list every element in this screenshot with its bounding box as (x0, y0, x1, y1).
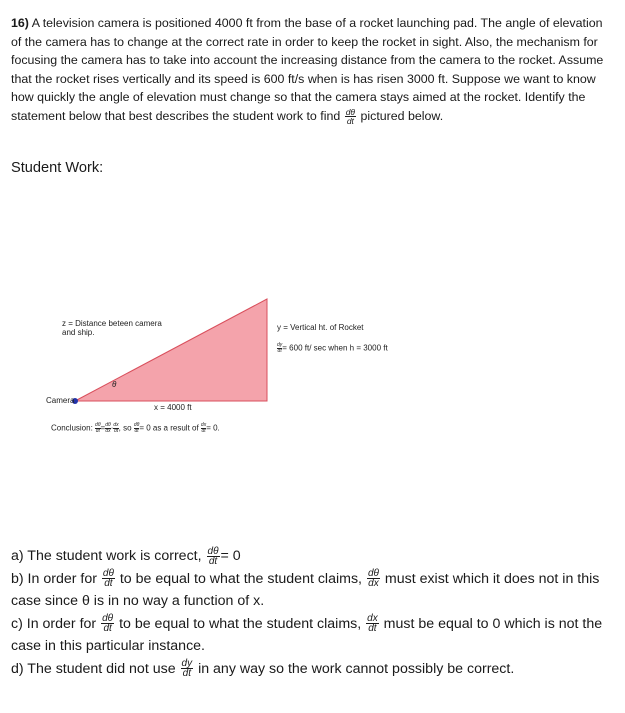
x-label: x = 4000 ft (154, 403, 192, 412)
choice-b[interactable]: b) In order for $\frac{d\theta}{dt}$ to be equal to what the student claims, $\frac{d\theta}{dx}$ must exist which it does not in this case since θ is in no way a function of x. (11, 568, 600, 609)
choice-d[interactable]: d) The student did not use $\frac{dy}{dt}$ in any way so the work cannot possibly be correct. (11, 658, 515, 680)
student-work-diagram (40, 290, 420, 450)
student-work-heading: Student Work: (11, 160, 104, 176)
question-text (11, 14, 611, 126)
camera-label: Camera (46, 396, 75, 405)
choice-a[interactable]: a) The student work is correct, $\frac{d\theta}{dt}$ = 0 (11, 545, 241, 567)
y-label: y = Vertical ht. of Rocket (277, 323, 364, 332)
question-end: pictured below. (360, 108, 444, 123)
question-number: 16) (11, 16, 29, 30)
conclusion: Conclusion: $\frac{d\theta}{dt}$ = $\frac{d\theta}{dx}$ · $\frac{dx}{dt}$ , so $\frac{d\theta}{dt}$ = 0 as a result of $\frac{dx}{dt}$ = 0. (51, 422, 220, 434)
rate-label: $\frac{dy}{dt}$ = 600 ft/ sec when h = 3000 ft (277, 342, 388, 354)
answer-choices (11, 545, 611, 680)
dtheta-dt-fraction: $\frac{d\theta}{dt}$ (345, 107, 356, 127)
right-triangle (75, 299, 267, 401)
theta-label: θ (112, 380, 117, 389)
choice-c[interactable]: c) In order for $\frac{d\theta}{dt}$ to be equal to what the student claims, $\frac{dx}{dt}$ must be equal to 0 which is not the case in this particular instance. (11, 613, 603, 654)
question-body: A television camera is positioned 4000 ft from the base of a rocket launching pad. The angle of elevation of the camera has to change at the correct rate in order to keep the rocket in sight. Also, the mechanism for focusing the camera has to take into account the increasing distance from the camera to the rocket. Assume that the rocket rises vertically and its speed is 600 ft/s when is has risen 3000 ft. Suppose we want to know how quickly the angle of elevation must change so that the camera stays aimed at the rocket. Identify the statement below that best describes the student work to find (11, 16, 604, 123)
z-label: z = Distance beteen camera and ship. (62, 319, 162, 337)
